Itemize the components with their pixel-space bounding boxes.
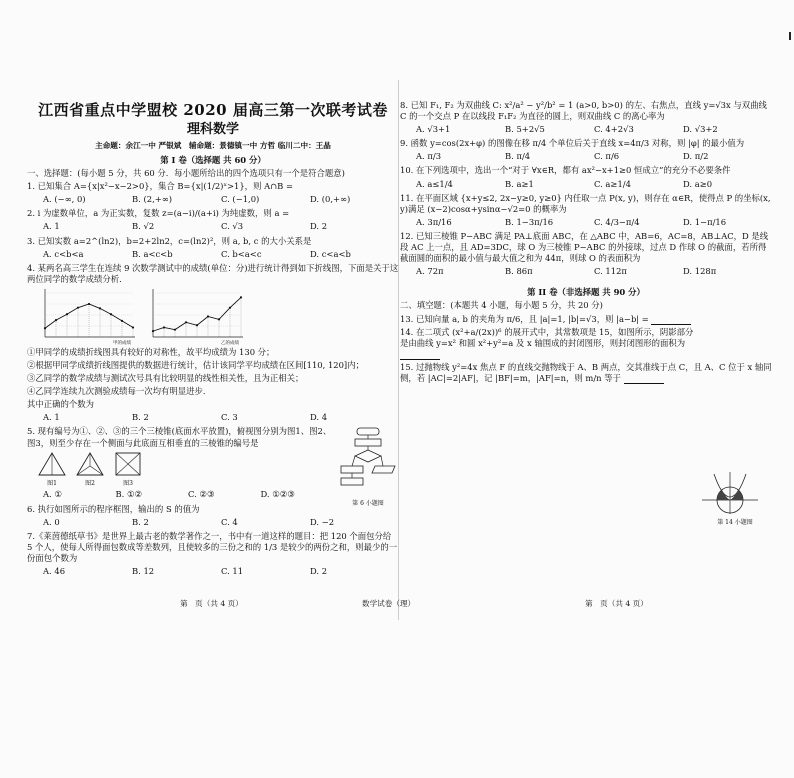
q1-option-b: B. (2,+∞) xyxy=(132,194,172,205)
q5-fig-2 xyxy=(75,451,105,488)
corner-mark xyxy=(789,32,791,40)
data-point xyxy=(240,296,242,298)
q15-stem xyxy=(400,362,772,384)
data-point xyxy=(163,326,165,328)
q5-option-a: A. ① xyxy=(43,489,62,500)
q7-option-d: D. 2 xyxy=(310,566,328,577)
q4-chart-jia xyxy=(37,287,137,345)
q8-options xyxy=(416,124,772,135)
data-point xyxy=(185,321,187,323)
q11-options xyxy=(416,217,772,228)
fill-intro: 二、填空题：(本题共 4 小题，每小题 5 分，共 20 分) xyxy=(400,300,603,311)
data-point xyxy=(229,306,231,308)
data-point xyxy=(121,320,123,322)
q4-ask: 其中正确的个数为 xyxy=(27,399,94,410)
q4-stem: 4. 某两名高三学生在连续 9 次数学测试中的成绩(单位：分)进行统计得到如下折线图，下面是关于这两位同学的数学成绩分析． xyxy=(27,262,399,284)
q3-option-d: D. c<a<b xyxy=(310,248,351,259)
footer-right: 第 页（共 4 页） xyxy=(585,599,648,608)
exam-staff: 主命题：余江一中 严银斌 辅命题：景德镇一中 方哲 临川二中：王晶 xyxy=(95,140,331,150)
q5-fig-3-label: 图3 xyxy=(123,479,133,487)
q3-option-c: C. b<a<c xyxy=(221,248,262,259)
q10-option-c: C. a≥1/4 xyxy=(594,178,631,189)
q14-figure xyxy=(700,470,770,527)
q4-options xyxy=(43,412,399,423)
q5-options xyxy=(43,489,333,500)
q6-option-b: B. 2 xyxy=(132,516,149,527)
q1-stem: 1. 已知集合 A={x|x²−x−2>0}，集合 B={x|(1/2)ˣ>1}，则 A∩B = xyxy=(27,181,293,192)
q12-option-b: B. 86π xyxy=(505,266,533,277)
q3-option-b: B. a<c<b xyxy=(132,248,173,259)
data-point xyxy=(44,327,46,329)
q14-diagram xyxy=(700,470,760,516)
q8-stem: 8. 已知 F₁, F₂ 为双曲线 C: x²/a² − y²/b² = 1 (a>0, b>0) 的左、右焦点，直线 y=√3x 与双曲线 C 的一个交点 P 在以线段 F₁F₂ 为直径的圆上，则双曲线 C 的离心率为 xyxy=(400,100,767,122)
q15-blank xyxy=(624,375,664,384)
left-column xyxy=(27,95,399,580)
q7-option-c: C. 11 xyxy=(221,566,244,577)
q3-stem: 3. 已知实数 a=2^(ln2)，b=2+2ln2，c=(ln2)²，则 a, b, c 的大小关系是 xyxy=(27,235,312,246)
q10-option-a: A. a≤1/4 xyxy=(416,178,453,189)
q7-option-b: B. 12 xyxy=(132,566,155,577)
q9-options xyxy=(416,151,772,162)
q9-option-a: A. π/3 xyxy=(416,151,442,162)
q14-text: 14. 在二项式 (x²+a/(2x))⁶ 的展开式中，其常数项是 15，如图所示，阴影部分是由曲线 y=x² 和圆 x²+y²=a 及 x 轴围成的封闭图形，则封闭图形的面积为 xyxy=(400,326,694,348)
q6-flowchart xyxy=(337,426,399,507)
q13-blank xyxy=(651,316,691,325)
q5-fig-2-label: 图2 xyxy=(85,479,95,487)
q5-stem: 5. 现有编号为①、②、③的三个三棱锥(底面水平放置)，俯视图分别为图1、图2、图3，则至少存在一个侧面与此底面互相垂直的三棱锥的编号是 xyxy=(27,426,332,448)
chart-title: 甲的成绩 xyxy=(113,340,131,345)
q2-stem: 2. i 为虚数单位，a 为正实数，复数 z=(a−i)/(a+i) 为纯虚数，则 a = xyxy=(27,208,290,219)
q4-option-c: C. 3 xyxy=(221,412,238,423)
q14-stem xyxy=(400,327,772,360)
data-point xyxy=(207,315,209,317)
q12-options xyxy=(416,266,772,277)
q5-option-b: B. ①② xyxy=(115,489,142,500)
q1-option-c: C. (−1,0) xyxy=(221,194,260,205)
q11-option-c: C. 4/3−π/4 xyxy=(594,216,640,227)
q4-statement-4: ④乙同学连续九次测验成绩每一次均有明显进步． xyxy=(27,386,212,397)
q4-statement-1: ①甲同学的成绩折线图具有较好的对称性，故平均成绩为 130 分； xyxy=(27,346,275,357)
q10-options xyxy=(416,179,772,190)
q5-option-d: D. ①②③ xyxy=(260,489,295,500)
q12-option-a: A. 72π xyxy=(416,266,444,277)
q13-text: 13. 已知向量 a, b 的夹角为 π/6，且 |a|=1, |b|=√3，则 |a−b| = xyxy=(400,313,649,324)
data-point xyxy=(77,306,79,308)
q4-statement-2: ②根据甲同学成绩折线图提供的数据进行统计，估计该同学平均成绩在区间[110, 120]内； xyxy=(27,360,364,370)
q6-option-d: D. −2 xyxy=(310,516,335,527)
q2-option-c: C. √3 xyxy=(221,221,244,232)
q7-stem: 7.《莱茵德纸草书》是世界上最古老的数学著作之一，书中有一道这样的题目：把 120 个面包分给 5 个人，使每人所得面包数成等差数列，且使较多的三份之和的 1/3 是较少的两份之和，则最少的一份面包个数为 xyxy=(27,530,398,563)
q11-option-b: B. 1−3π/16 xyxy=(505,216,554,227)
q3-options xyxy=(43,249,399,260)
q5-option-c: C. ②③ xyxy=(188,489,215,500)
data-point xyxy=(88,303,90,305)
q7-options xyxy=(43,566,399,577)
exam-title: 江西省重点中学盟校 2020 届高三第一次联考试卷 xyxy=(38,101,388,119)
data-point xyxy=(132,326,134,328)
q4-statement-3: ③乙同学的数学成绩与测试次号具有比较明显的线性相关性，且为正相关； xyxy=(27,373,304,384)
q2-option-d: D. 2 xyxy=(310,221,328,232)
q2-option-b: B. √2 xyxy=(132,221,155,232)
q8-option-a: A. √3+1 xyxy=(416,124,451,135)
part2-heading: 第 II 卷（非选择题 共 90 分） xyxy=(527,287,645,298)
footer-left: 第 页（共 4 页） xyxy=(180,599,243,608)
right-column xyxy=(400,100,772,527)
data-point xyxy=(110,313,112,315)
q2-option-a: A. 1 xyxy=(43,221,60,232)
q4-option-d: D. 4 xyxy=(310,412,328,423)
data-point xyxy=(174,328,176,330)
q6-option-a: A. 0 xyxy=(43,516,60,527)
data-point xyxy=(66,313,68,315)
q10-option-d: D. a≥0 xyxy=(683,178,713,189)
q12-option-c: C. 112π xyxy=(594,266,627,277)
q11-option-d: D. 1−π/16 xyxy=(683,216,727,227)
part1-heading: 第 I 卷（选择题 共 60 分） xyxy=(160,154,266,165)
q9-option-d: D. π/2 xyxy=(683,151,709,162)
q10-option-b: B. a≥1 xyxy=(505,178,534,189)
q3-option-a: A. c<b<a xyxy=(43,248,84,259)
exam-subject: 理科数学 xyxy=(186,121,239,137)
q2-options xyxy=(43,221,399,232)
q5-fig-1-label: 图1 xyxy=(47,479,57,487)
q5-fig-1 xyxy=(37,451,67,488)
q13-stem xyxy=(400,314,772,325)
q8-option-b: B. 5+2√5 xyxy=(505,124,545,135)
q9-option-c: C. π/6 xyxy=(594,151,620,162)
q12-option-d: D. 128π xyxy=(683,266,717,277)
q5-fig-3 xyxy=(113,451,143,488)
footer-center: 数学试卷（理） xyxy=(362,599,416,608)
q15-text: 15. 过抛物线 y²=4x 焦点 F 的直线交抛物线于 A、B 两点，交其准线于点 C，且 A、C 位于 x 轴同侧，若 |AC|=2|AF|，记 |BF|=m，|AF|=n，则 m/n 等于 xyxy=(400,361,772,383)
q1-option-d: D. (0,+∞) xyxy=(310,194,351,205)
q6-fig-label: 第 6 小题图 xyxy=(352,499,384,507)
q4-option-a: A. 1 xyxy=(43,412,60,423)
q9-option-b: B. π/4 xyxy=(505,151,531,162)
q11-stem: 11. 在平面区域 {x+y≤2, 2x−y≥0, y≥0} 内任取一点 P(x, y)，则存在 α∈R，使得点 P 的坐标(x, y)满足 (x−2)cosα+ysinα−√2=0 的概率为 xyxy=(400,192,771,214)
q6-option-c: C. 4 xyxy=(221,516,238,527)
q4-chart-yi xyxy=(145,287,245,345)
q4-charts xyxy=(37,287,399,345)
q14-fig-label: 第 14 小题图 xyxy=(717,519,753,527)
data-point xyxy=(55,319,57,321)
q6-options xyxy=(43,517,399,528)
data-point xyxy=(99,307,101,309)
q14-blank xyxy=(400,351,440,360)
q9-stem: 9. 函数 y=cos(2x+φ) 的图像在移 π/4 个单位后关于直线 x=4π/3 对称，则 |φ| 的最小值为 xyxy=(400,138,745,149)
q11-option-a: A. 3π/16 xyxy=(416,216,452,227)
q12-stem: 12. 已知三棱锥 P−ABC 满足 PA⊥底面 ABC，在 △ABC 中，AB=6，AC=8，AB⊥AC，D 是线段 AC 上一点，且 AD=3DC，球 O 为三棱锥 P−ABC 的外接球，过点 D 作球 O 的截面，若所得截面圆的面积的最小值与最大值之和为 44π，则球 O 的表面积为 xyxy=(400,230,769,264)
data-point xyxy=(218,318,220,320)
data-point xyxy=(152,330,154,332)
q4-option-b: B. 2 xyxy=(132,412,149,423)
data-point xyxy=(196,324,198,326)
q8-option-d: D. √3+2 xyxy=(683,124,718,135)
part1-instructions: 一、选择题：(每小题 5 分，共 60 分．每小题所给出的四个选项只有一个是符合题意) xyxy=(27,168,345,179)
flowchart-diagram xyxy=(337,426,399,496)
q5-figures xyxy=(37,451,333,488)
q1-options xyxy=(43,194,399,205)
q10-stem: 10. 在下列选项中，选出一个“对于 ∀x∈R，都有 ax²−x+1≥0 恒成立”的充分不必要条件 xyxy=(400,165,731,176)
q7-option-a: A. 46 xyxy=(43,566,66,577)
q6-stem: 6. 执行如图所示的程序框图，输出的 S 的值为 xyxy=(27,503,200,514)
q1-option-a: A. (−∞, 0) xyxy=(43,194,86,205)
chart-title: 乙的成绩 xyxy=(221,340,239,345)
q8-option-c: C. 4+2√3 xyxy=(594,124,634,135)
